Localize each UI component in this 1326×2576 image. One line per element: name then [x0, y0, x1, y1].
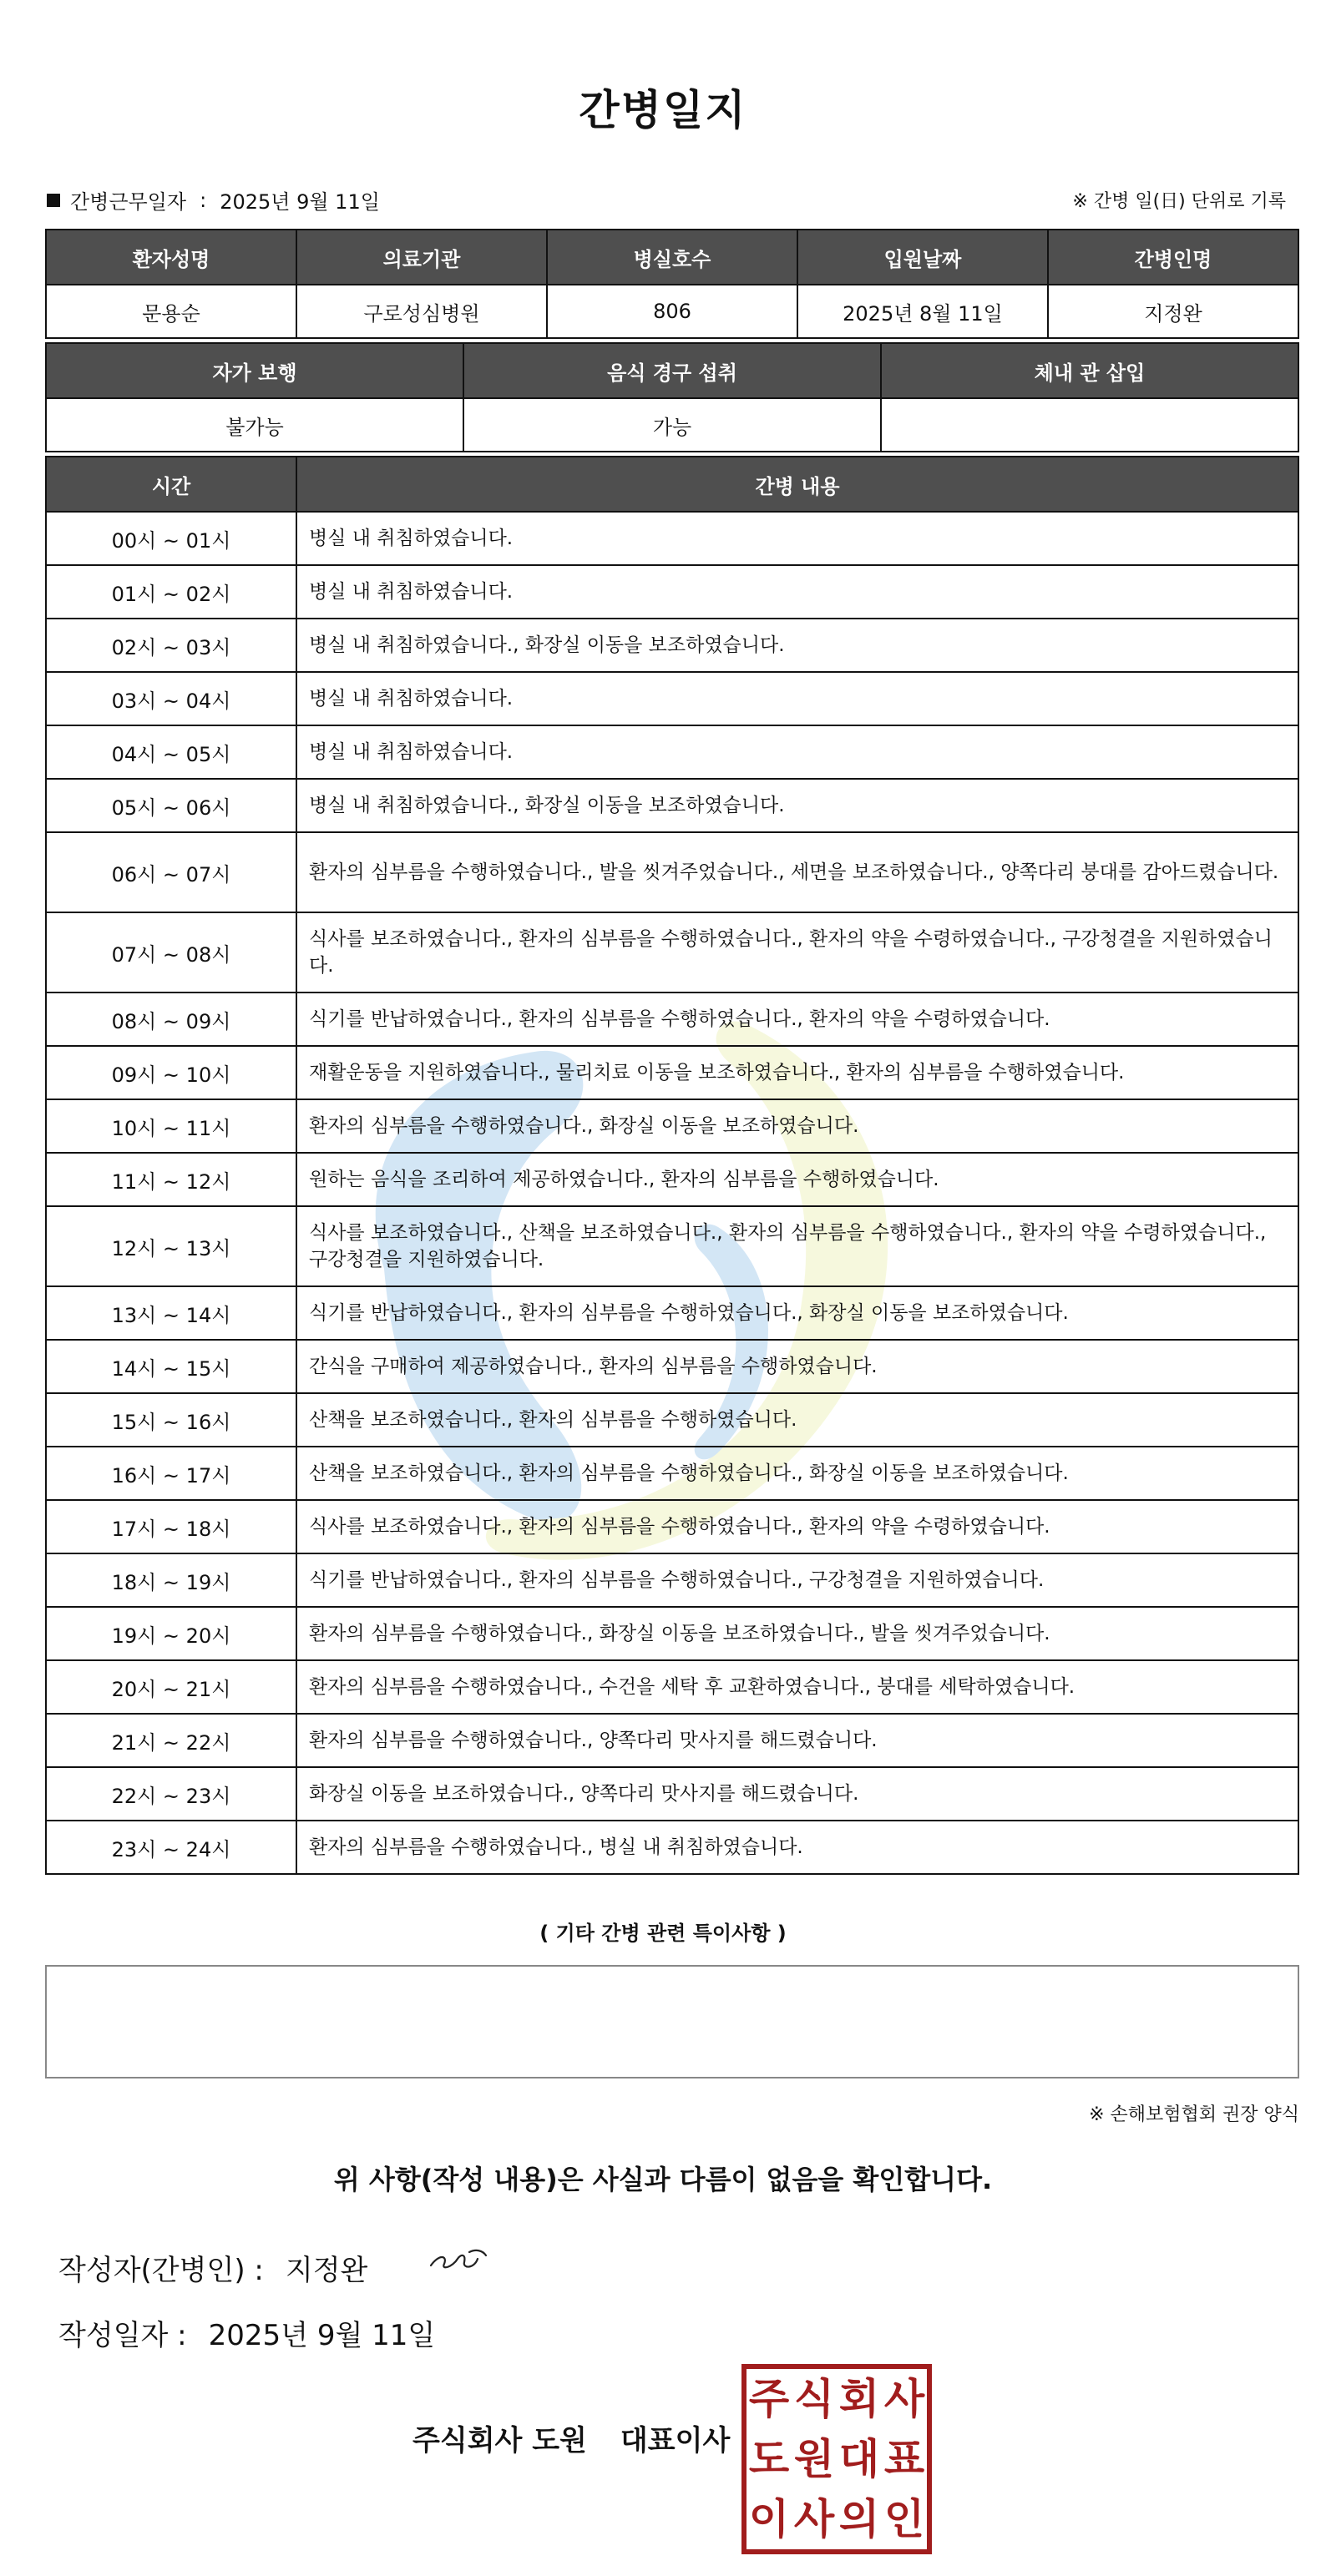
log-row	[46, 1046, 1298, 1099]
room-number: 806	[547, 285, 797, 338]
log-row	[46, 1607, 1298, 1660]
log-time: 14시 ~ 15시	[46, 1340, 296, 1393]
log-content: 환자의 심부름을 수행하였습니다., 양쪽다리 맛사지를 해드렸습니다.	[296, 1714, 1298, 1767]
log-content: 식기를 반납하였습니다., 환자의 심부름을 수행하였습니다., 화장실 이동을 보조하였습니다.	[296, 1286, 1298, 1340]
log-row	[46, 1286, 1298, 1340]
log-time: 10시 ~ 11시	[46, 1099, 296, 1153]
log-row	[46, 779, 1298, 832]
header-oral-intake: 음식 경구 섭취	[463, 343, 881, 398]
log-header-row	[46, 457, 1298, 512]
care-log-table	[45, 456, 1299, 1875]
header-time: 시간	[46, 457, 296, 512]
log-content: 식사를 보조하였습니다., 환자의 심부름을 수행하였습니다., 환자의 약을 수령하였습니다.	[296, 1500, 1298, 1553]
log-row	[46, 1714, 1298, 1767]
log-content: 화장실 이동을 보조하였습니다., 양쪽다리 맛사지를 해드렸습니다.	[296, 1767, 1298, 1821]
seal-char: 식	[793, 2375, 835, 2423]
writer-label: 작성자(간병인) :	[58, 2254, 264, 2287]
log-row	[46, 1767, 1298, 1821]
log-time: 13시 ~ 14시	[46, 1286, 296, 1340]
header-hospital: 의료기관	[296, 230, 547, 285]
log-time: 22시 ~ 23시	[46, 1767, 296, 1821]
log-time: 23시 ~ 24시	[46, 1821, 296, 1874]
work-date-row	[47, 185, 380, 215]
log-row	[46, 672, 1298, 725]
status-value-row	[46, 398, 1298, 452]
patient-status-table	[45, 342, 1299, 452]
log-time: 02시 ~ 03시	[46, 619, 296, 672]
log-time: 05시 ~ 06시	[46, 779, 296, 832]
seal-char: 원	[793, 2435, 835, 2483]
confirmation-statement: 위 사항(작성 내용)은 사실과 다름이 없음을 확인합니다.	[333, 2164, 993, 2195]
log-content: 병실 내 취침하였습니다.	[296, 672, 1298, 725]
seal-char: 도	[748, 2435, 790, 2483]
patient-value-row	[46, 285, 1298, 338]
log-time: 08시 ~ 09시	[46, 993, 296, 1046]
bullet-square-icon	[47, 194, 60, 207]
header-caregiver: 간병인명	[1048, 230, 1298, 285]
log-time: 21시 ~ 22시	[46, 1714, 296, 1767]
log-content: 병실 내 취침하였습니다.	[296, 512, 1298, 565]
company-title: 대표이사	[620, 2424, 731, 2457]
document-title: 간병일지	[579, 86, 747, 134]
work-date-value: 2025년 9월 11일	[220, 190, 380, 214]
log-row	[46, 619, 1298, 672]
log-time: 19시 ~ 20시	[46, 1607, 296, 1660]
log-row	[46, 1821, 1298, 1874]
log-content: 환자의 심부름을 수행하였습니다., 화장실 이동을 보조하였습니다., 발을 씻겨주었습니다.	[296, 1607, 1298, 1660]
log-content: 산책을 보조하였습니다., 환자의 심부름을 수행하였습니다.	[296, 1393, 1298, 1447]
log-content: 식기를 반납하였습니다., 환자의 심부름을 수행하였습니다., 구강청결을 지원하였습니다.	[296, 1553, 1298, 1607]
log-content: 원하는 음식을 조리하여 제공하였습니다., 환자의 심부름을 수행하였습니다.	[296, 1153, 1298, 1206]
header-room: 병실호수	[547, 230, 797, 285]
log-time: 16시 ~ 17시	[46, 1447, 296, 1500]
written-date-row	[58, 2312, 435, 2353]
log-row	[46, 832, 1298, 912]
seal-char: 사	[793, 2495, 835, 2543]
patient-header-row	[46, 230, 1298, 285]
seal-char: 사	[883, 2375, 925, 2423]
log-content: 산책을 보조하였습니다., 환자의 심부름을 수행하였습니다., 화장실 이동을 보조하였습니다.	[296, 1447, 1298, 1500]
standard-form-note: ※ 손해보험협회 권장 양식	[1089, 2104, 1299, 2125]
written-date-value: 2025년 9월 11일	[208, 2319, 436, 2352]
log-time: 09시 ~ 10시	[46, 1046, 296, 1099]
notes-title: ( 기타 간병 관련 특이사항 )	[539, 1922, 787, 1945]
self-walking-value: 불가능	[46, 398, 463, 452]
log-time: 12시 ~ 13시	[46, 1206, 296, 1286]
seal-char: 주	[748, 2375, 790, 2423]
header-tube-insertion: 체내 관 삽입	[881, 343, 1298, 398]
log-time: 04시 ~ 05시	[46, 725, 296, 779]
log-content: 재활운동을 지원하였습니다., 물리치료 이동을 보조하였습니다., 환자의 심부름을 수행하였습니다.	[296, 1046, 1298, 1099]
log-content: 병실 내 취침하였습니다., 화장실 이동을 보조하였습니다.	[296, 779, 1298, 832]
status-header-row	[46, 343, 1298, 398]
work-date-label: 간병근무일자	[70, 190, 187, 214]
log-time: 11시 ~ 12시	[46, 1153, 296, 1206]
log-content: 환자의 심부름을 수행하였습니다., 병실 내 취침하였습니다.	[296, 1821, 1298, 1874]
log-content: 환자의 심부름을 수행하였습니다., 수건을 세탁 후 교환하였습니다., 붕대를 세탁하였습니다.	[296, 1660, 1298, 1714]
written-date-label: 작성일자 :	[58, 2319, 187, 2352]
log-row	[46, 725, 1298, 779]
seal-char: 인	[883, 2495, 925, 2543]
log-content: 병실 내 취침하였습니다.	[296, 725, 1298, 779]
log-time: 01시 ~ 02시	[46, 565, 296, 619]
patient-name: 문용순	[46, 285, 296, 338]
log-time: 17시 ~ 18시	[46, 1500, 296, 1553]
log-row	[46, 1660, 1298, 1714]
work-date-separator: :	[200, 188, 207, 212]
log-time: 18시 ~ 19시	[46, 1553, 296, 1607]
log-row	[46, 1447, 1298, 1500]
log-content: 식사를 보조하였습니다., 환자의 심부름을 수행하였습니다., 환자의 약을 수령하였습니다., 구강청결을 지원하였습니다.	[296, 912, 1298, 993]
log-time: 20시 ~ 21시	[46, 1660, 296, 1714]
log-row	[46, 565, 1298, 619]
patient-info-table	[45, 229, 1299, 339]
log-row	[46, 1553, 1298, 1607]
log-time: 03시 ~ 04시	[46, 672, 296, 725]
log-row	[46, 993, 1298, 1046]
log-content: 병실 내 취침하였습니다., 화장실 이동을 보조하였습니다.	[296, 619, 1298, 672]
log-content: 간식을 구매하여 제공하였습니다., 환자의 심부름을 수행하였습니다.	[296, 1340, 1298, 1393]
log-row	[46, 1153, 1298, 1206]
log-row	[46, 1340, 1298, 1393]
log-rows	[46, 512, 1298, 1874]
unit-note: ※ 간병 일(日) 단위로 기록	[1072, 191, 1286, 212]
log-time: 00시 ~ 01시	[46, 512, 296, 565]
log-row	[46, 512, 1298, 565]
log-row	[46, 1393, 1298, 1447]
log-time: 06시 ~ 07시	[46, 832, 296, 912]
tube-insertion-value	[881, 398, 1298, 452]
seal-char: 표	[883, 2435, 925, 2483]
seal-char: 의	[838, 2495, 880, 2543]
log-row	[46, 1500, 1298, 1553]
log-row	[46, 1206, 1298, 1286]
log-content: 식사를 보조하였습니다., 산책을 보조하였습니다., 환자의 심부름을 수행하였습니다., 환자의 약을 수령하였습니다., 구강청결을 지원하였습니다.	[296, 1206, 1298, 1286]
log-row	[46, 1099, 1298, 1153]
header-patient-name: 환자성명	[46, 230, 296, 285]
notes-box	[45, 1965, 1299, 2078]
log-content: 식기를 반납하였습니다., 환자의 심부름을 수행하였습니다., 환자의 약을 수령하였습니다.	[296, 993, 1298, 1046]
seal-char: 이	[748, 2495, 790, 2543]
hospital-name: 구로성심병원	[296, 285, 547, 338]
header-care-content: 간병 내용	[296, 457, 1298, 512]
header-admission-date: 입원날짜	[797, 230, 1048, 285]
writer-row	[58, 2247, 367, 2288]
log-content: 병실 내 취침하였습니다.	[296, 565, 1298, 619]
admission-date: 2025년 8월 11일	[797, 285, 1048, 338]
company-name: 주식회사 도원	[412, 2424, 587, 2457]
log-time: 07시 ~ 08시	[46, 912, 296, 993]
company-signature-line	[412, 2417, 730, 2458]
log-time: 15시 ~ 16시	[46, 1393, 296, 1447]
writer-name: 지정완	[285, 2254, 368, 2287]
header-self-walking: 자가 보행	[46, 343, 463, 398]
oral-intake-value: 가능	[463, 398, 881, 452]
log-row	[46, 912, 1298, 993]
seal-char: 회	[838, 2375, 880, 2423]
log-content: 환자의 심부름을 수행하였습니다., 화장실 이동을 보조하였습니다.	[296, 1099, 1298, 1153]
seal-char: 대	[838, 2435, 880, 2483]
signature-image	[428, 2244, 494, 2277]
caregiver-name: 지정완	[1048, 285, 1298, 338]
log-content: 환자의 심부름을 수행하였습니다., 발을 씻겨주었습니다., 세면을 보조하였습니다., 양쪽다리 붕대를 감아드렸습니다.	[296, 832, 1298, 912]
company-seal	[741, 2364, 932, 2554]
